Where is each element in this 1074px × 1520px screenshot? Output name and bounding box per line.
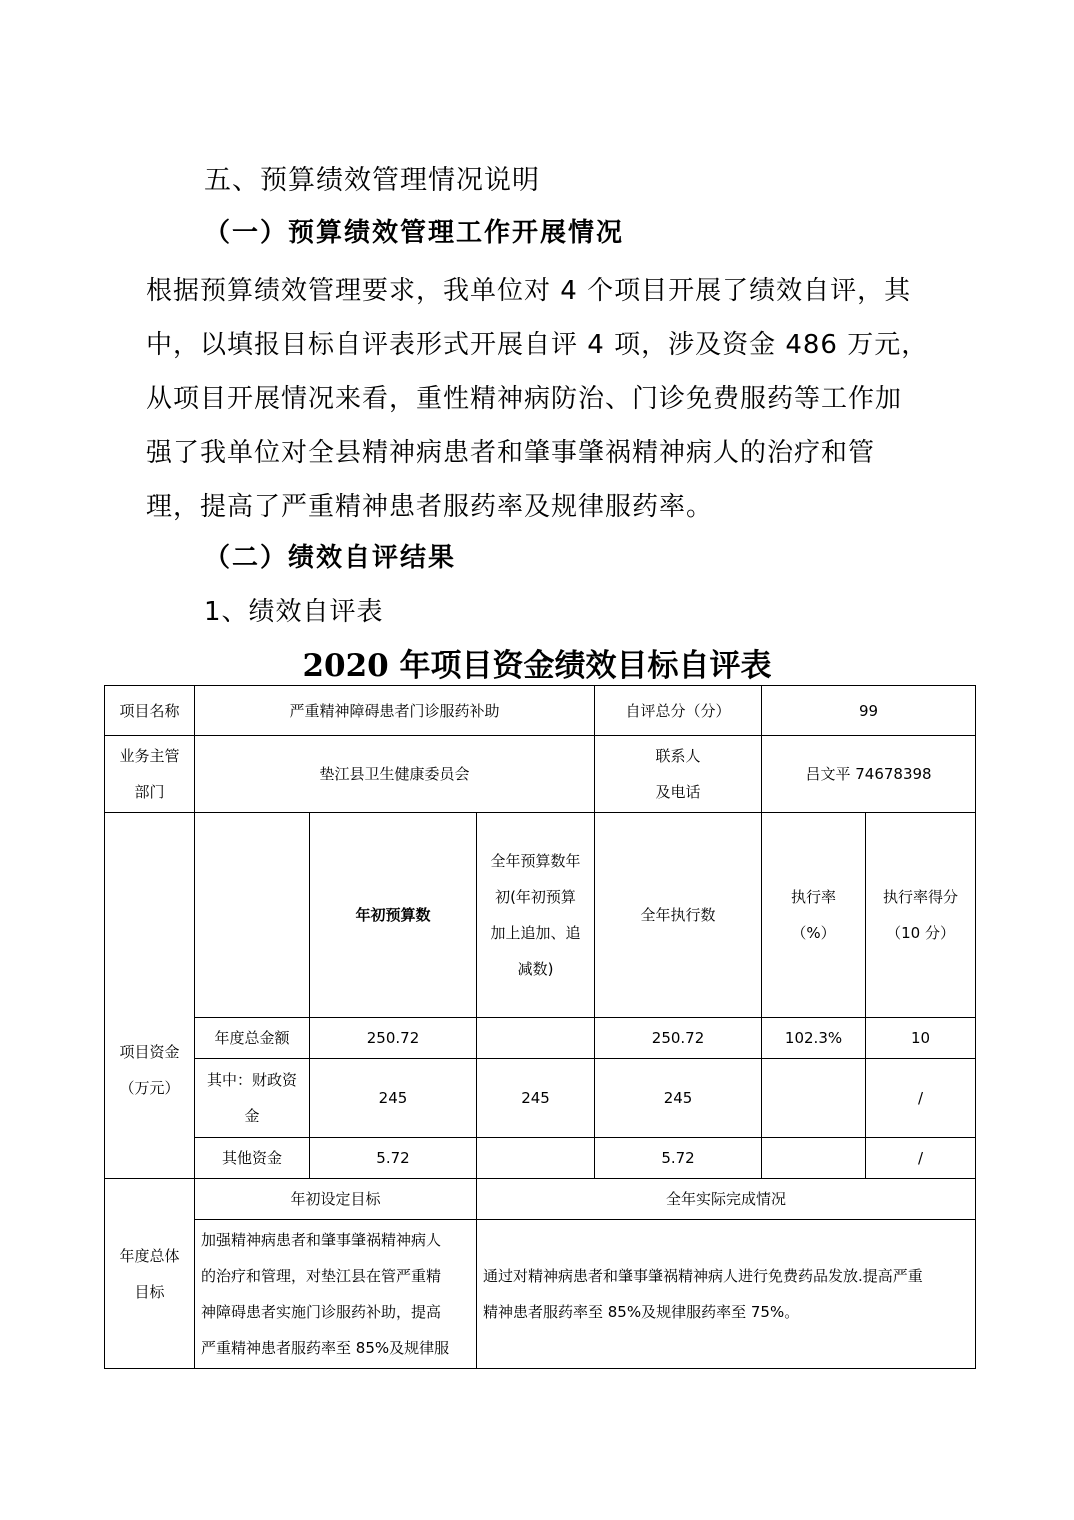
row-full: [477, 1018, 595, 1059]
body-paragraph: [146, 264, 946, 534]
row-budget: 245: [310, 1059, 477, 1138]
table-row: [105, 686, 976, 736]
paragraph-line: 理，提高了严重精神患者服药率及规律服药率。: [146, 492, 714, 522]
score-label: 自评总分（分）: [595, 686, 762, 736]
col-budget-header: 年初预算数: [310, 813, 477, 1018]
row-label: 其他资金: [195, 1138, 310, 1179]
dept-label: 业务主管 部门: [105, 736, 195, 813]
goal-actual-header: 全年实际完成情况: [477, 1179, 976, 1220]
row-label: 年度总金额: [195, 1018, 310, 1059]
dept-value: 垫江县卫生健康委员会: [195, 736, 595, 813]
table-row: [105, 1220, 976, 1369]
subsection-heading-1: （一）预算绩效管理工作开展情况: [204, 218, 625, 248]
section-heading: 五、预算绩效管理情况说明: [204, 165, 540, 196]
table-row: [105, 1179, 976, 1220]
row-full: 245: [477, 1059, 595, 1138]
goal-label: 年度总体 目标: [105, 1179, 195, 1369]
table-row: [105, 1138, 976, 1179]
row-exec: 245: [595, 1059, 762, 1138]
row-rate: [762, 1138, 866, 1179]
table-row: [105, 1018, 976, 1059]
col-exec-header: 全年执行数: [595, 813, 762, 1018]
table-row: [105, 813, 976, 1018]
row-score: /: [866, 1138, 976, 1179]
row-label: 其中：财政资金: [195, 1059, 310, 1138]
score-value: 99: [762, 686, 976, 736]
col-full-budget-header: 全年预算数年 初(年初预算 加上追加、追 减数): [477, 813, 595, 1018]
goal-set-header: 年初设定目标: [195, 1179, 477, 1220]
self-evaluation-table: [104, 685, 976, 1369]
row-budget: 5.72: [310, 1138, 477, 1179]
paragraph-line: 强了我单位对全县精神病患者和肇事肇祸精神病人的治疗和管: [146, 438, 876, 468]
row-exec: 250.72: [595, 1018, 762, 1059]
project-name-label: 项目名称: [105, 686, 195, 736]
row-rate: [762, 1059, 866, 1138]
paragraph-line: 中，以填报目标自评表形式开展自评 4 项，涉及资金 486 万元，: [146, 330, 929, 360]
table-row: [105, 736, 976, 813]
item-label: 1、绩效自评表: [204, 597, 384, 627]
paragraph-line: 根据预算绩效管理要求，我单位对 4 个项目开展了绩效自评，其: [146, 276, 912, 306]
col-rate-header: 执行率 （%）: [762, 813, 866, 1018]
contact-label: 联系人 及电话: [595, 736, 762, 813]
goal-set-text: 加强精神病患者和肇事肇祸精神病人 的治疗和管理，对垫江县在管严重精 神障碍患者实施门诊服药补助，提高 严重精神患者服药率至 85%及规律服: [195, 1220, 477, 1369]
funds-label: 项目资金 （万元）: [105, 813, 195, 1179]
row-full: [477, 1138, 595, 1179]
table-title: 2020 年项目资金绩效目标自评表: [302, 648, 772, 684]
goal-actual-text: 通过对精神病患者和肇事肇祸精神病人进行免费药品发放.提高严重 精神患者服药率至 85%及规律服药率至 75%。: [477, 1220, 976, 1369]
row-rate: 102.3%: [762, 1018, 866, 1059]
project-name: 严重精神障碍患者门诊服药补助: [195, 686, 595, 736]
empty-cell: [195, 813, 310, 1018]
paragraph-line: 从项目开展情况来看，重性精神病防治、门诊免费服药等工作加: [146, 384, 903, 414]
col-score-header: 执行率得分 （10 分）: [866, 813, 976, 1018]
row-score: 10: [866, 1018, 976, 1059]
row-budget: 250.72: [310, 1018, 477, 1059]
row-exec: 5.72: [595, 1138, 762, 1179]
table-row: [105, 1059, 976, 1138]
contact-value: 吕文平 74678398: [762, 736, 976, 813]
subsection-heading-2: （二）绩效自评结果: [204, 543, 457, 573]
row-score: /: [866, 1059, 976, 1138]
